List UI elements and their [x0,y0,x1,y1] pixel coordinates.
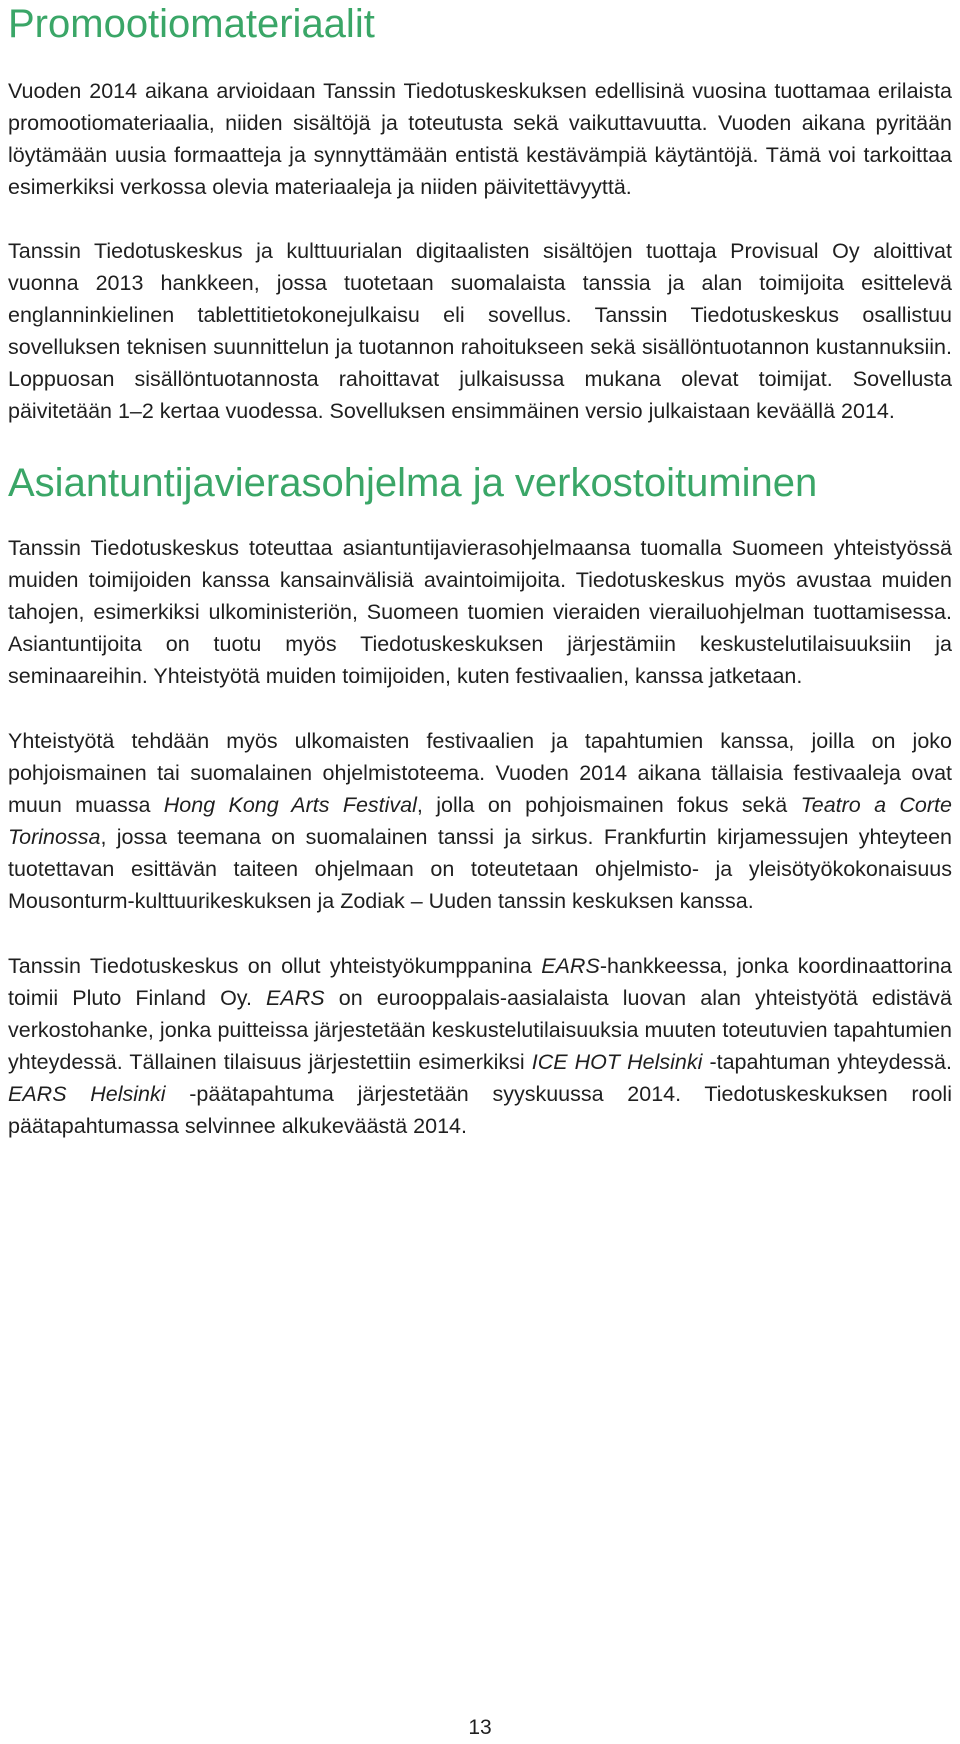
text-segment: -hankkeessa, jonka koordinaattorina toimii Pluto Finland Oy. [8,954,952,1010]
text-segment: , jossa teemana on suomalainen tanssi ja sirkus. Frankfurtin kirjamessujen yhteyteen tuotettavan esittävän taiteen ohjelmaan on toteutetaan ohjelmisto- ja yleisötyökokonaisuus Mousonturm-kulttuurikeskuksen ja Zodiak – Uuden tanssin keskuksen kanssa. [8,825,952,913]
paragraph-expert-visitors: Tanssin Tiedotuskeskus toteuttaa asiantuntijavierasohjelmaansa tuomalla Suomeen yhteistyössä muiden toimijoiden kanssa kansainvälisiä avaintoimijoita. Tiedotuskeskus myös avustaa muiden tahojen, esimerkiksi ulkoministeriön, Suomeen tuomien vieraiden vierailuohjelman tuottamisessa. Asiantuntijoita on tuotu myös Tiedotuskeskuksen järjestämiin keskustelutilaisuuksiin ja seminaareihin. Yhteistyötä muiden toimijoiden, kuten festivaalien, kanssa jatketaan. [8,536,952,688]
paragraph-tablet-app: Tanssin Tiedotuskeskus ja kulttuurialan digitaalisten sisältöjen tuottaja Provisual Oy aloittivat vuonna 2013 hankkeen, jossa tuotetaan suomalaista tanssia ja alan toimijoita esittelevä englanninkielinen tablettitietokonejulkaisu eli sovellus. Tanssin Tiedotuskeskus osallistuu sovelluksen teknisen suunnittelun ja tuotannon rahoitukseen sekä sisällöntuotannon kustannuksiin. Loppuosan sisällöntuotannosta rahoittavat julkaisussa mukana olevat toimijat. Sovellusta päivitetään 1–2 kertaa vuodessa. Sovelluksen ensimmäinen versio julkaistaan keväällä 2014. [8,239,952,423]
event-name-ice-hot-helsinki: ICE HOT Helsinki [531,1050,703,1074]
paragraph-foreign-festivals [8,725,952,917]
paragraph-promotion-materials: Vuoden 2014 aikana arvioidaan Tanssin Tiedotuskeskuksen edellisinä vuosina tuottamaa erilaista promootiomateriaalia, niiden sisältöjä ja toteutusta sekä vaikuttavuutta. Vuoden aikana pyritään löytämään uusia formaatteja ja synnyttämään entistä kestävämpiä käytäntöjä. Tämä voi tarkoittaa esimerkiksi verkossa olevia materiaaleja ja niiden päivitettävyyttä. [8,79,952,199]
text-segment: Yhteistyötä tehdään myös ulkomaisten festivaalien ja tapahtumien kanssa, joilla on joko pohjoismainen tai suomalainen ohjelmistoteema. Vuoden 2014 aikana tällaisia festivaaleja ovat muun muassa [8,729,952,817]
page-number: 13 [468,1716,492,1739]
section-title-promootiomateriaalit: Promootiomateriaalit [8,2,375,46]
paragraph-ears-project [8,950,952,1142]
text-segment: on eurooppalais-aasialaista luovan alan yhteistyötä edistävä verkostohanke, jonka puitteissa järjestetään keskustelutilaisuuksia muuten toteutuvien tapahtumien yhteydessä. Tällainen tilaisuus järjestettiin esimerkiksi [8,986,953,1074]
festival-name-teatro-a-corte: Teatro a Corte Torinossa [8,793,952,849]
text-segment: -tapahtuman yhteydessä. [702,1050,952,1074]
project-name-ears: EARS [266,986,325,1010]
project-name-ears: EARS [541,954,600,978]
text-segment: -päätapahtuma järjestetään syyskuussa 2014. Tiedotuskeskuksen rooli päätapahtumassa selvinnee alkukeväästä 2014. [8,1082,952,1138]
text-segment: , jolla on pohjoismainen fokus sekä [416,793,801,817]
document-page [8,0,952,1175]
text-segment: Tanssin Tiedotuskeskus on ollut yhteistyökumppanina [8,954,542,978]
festival-name-hong-kong: Hong Kong Arts Festival [163,793,417,817]
section-title-asiantuntijavierasohjelma: Asiantuntijavierasohjelma ja verkostoituminen [8,461,818,505]
event-name-ears-helsinki: EARS Helsinki [8,1082,166,1106]
